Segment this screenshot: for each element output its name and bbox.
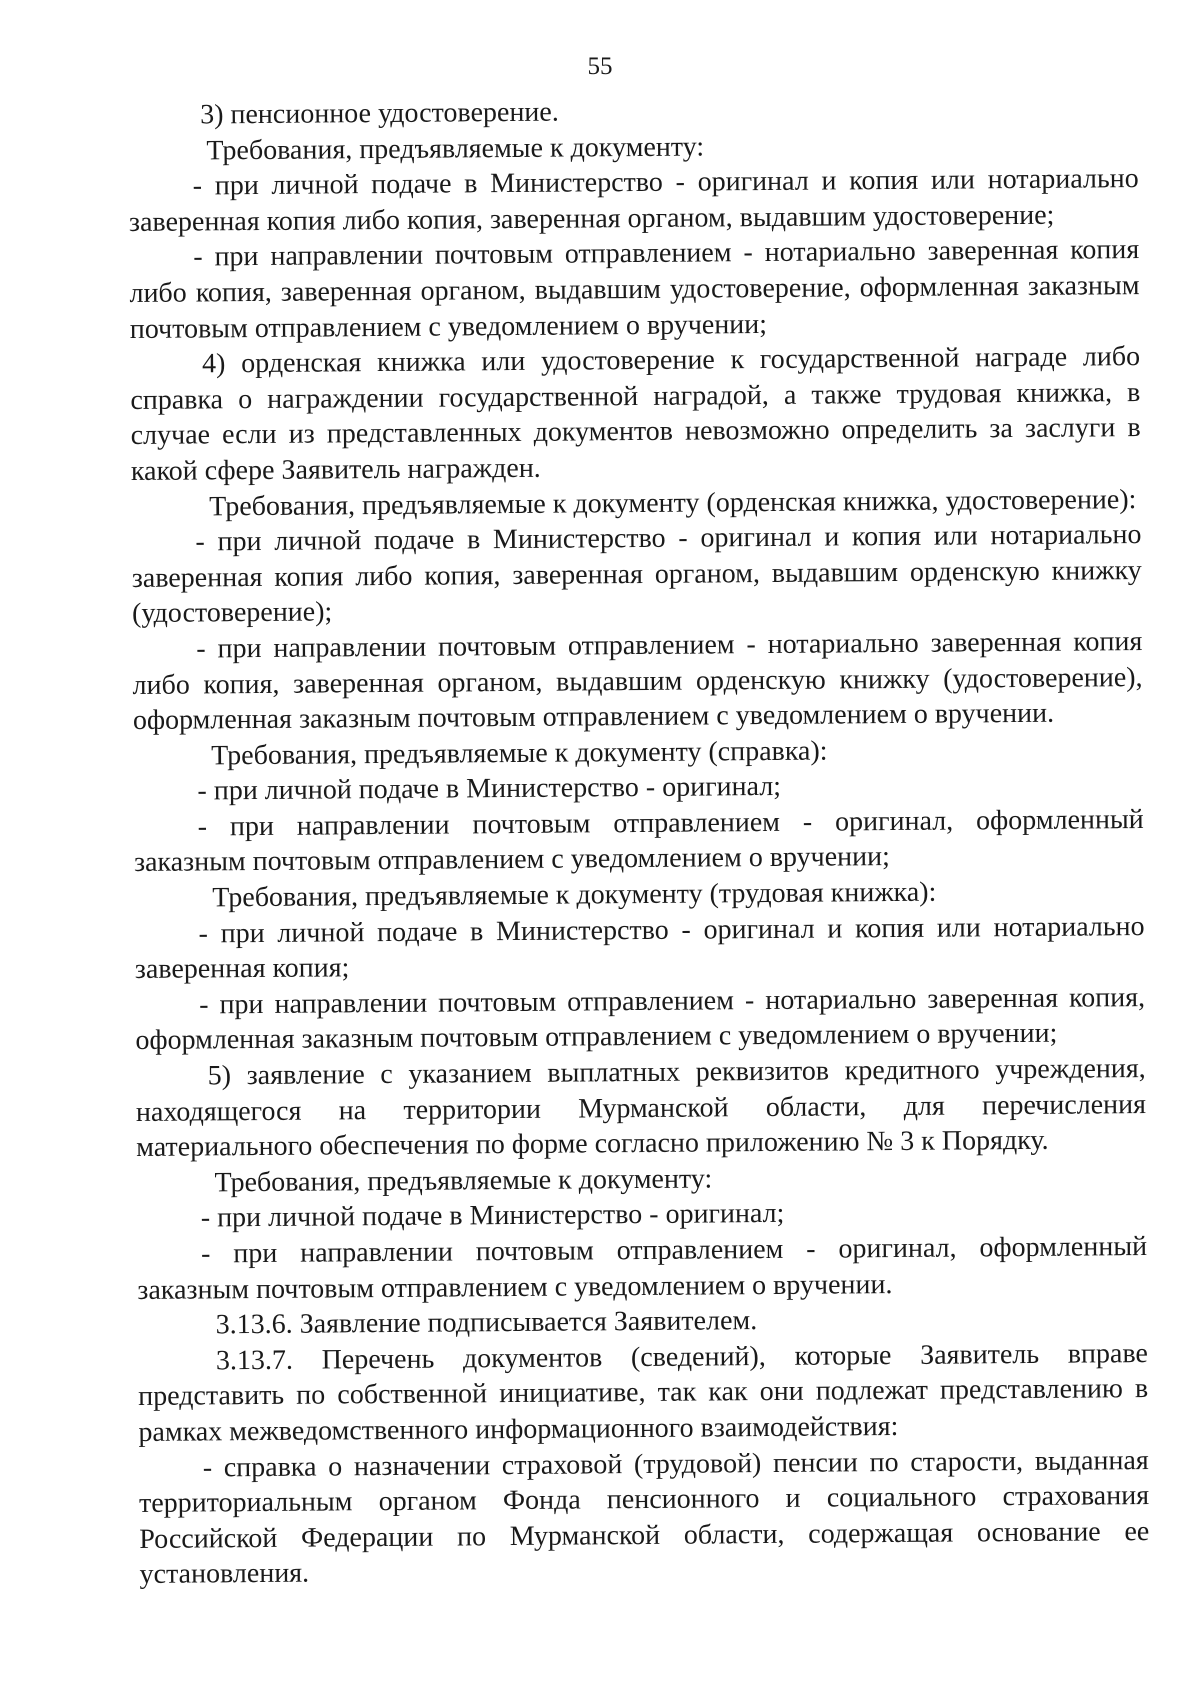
requirements-heading: Требования, предъявляемые к документу:	[206, 131, 705, 166]
requirement-in-person: - при личной подаче в Министерство - оригинал;	[200, 1198, 785, 1234]
requirement-in-person: - при личной подаче в Министерство - оригинал и копия или нотариально заверенная копия либо копия, заверенная органом, выдавшим удостоверение;	[128, 163, 1139, 238]
requirement-by-mail: - при направлении почтовым отправлением - нотариально заверенная копия, оформленная заказным почтовым отправлением с уведомлением о вручении;	[135, 981, 1146, 1057]
requirement-in-person: - при личной подаче в Министерство - оригинал и копия или нотариально заверенная копия либо копия, заверенная органом, выдавшим орденскую книжку (удостоверение);	[131, 519, 1142, 630]
requirement-by-mail: - при направлении почтовым отправлением - оригинал, оформленный заказным почтовым отправлением с уведомлением о вручении;	[133, 803, 1144, 879]
list-item-pension-reference: - справка о назначении страховой (трудовой) пенсии по старости, выданная территориальным органом Фонда пенсионного и социального страхования Российской Федерации по Мурманской области, содержащая основание ее установления.	[138, 1444, 1150, 1591]
list-item-pension-certificate: 3) пенсионное удостоверение.	[200, 96, 559, 131]
document-body	[128, 90, 1150, 1593]
requirement-by-mail: - при направлении почтовым отправлением - оригинал, оформленный заказным почтовым отправлением с уведомлением о вручении.	[137, 1231, 1148, 1306]
requirements-heading: Требования, предъявляемые к документу (трудовая книжка):	[212, 876, 937, 914]
requirement-by-mail: - при направлении почтовым отправлением - нотариально заверенная копия либо копия, заверенная органом, выдавшим удостоверение, оформленная заказным почтовым отправлением с уведомлением о вручении;	[129, 234, 1140, 345]
clause-3-13-6: 3.13.6. Заявление подписывается Заявителем.	[215, 1305, 758, 1341]
page-number: 55	[587, 53, 613, 80]
requirement-in-person: - при личной подаче в Министерство - оригинал;	[197, 771, 782, 807]
requirement-in-person: - при личной подаче в Министерство - оригинал и копия или нотариально заверенная копия;	[134, 910, 1145, 986]
list-item-order-book: 4) орденская книжка или удостоверение к государственной награде либо справка о награждении государственной наградой, а также трудовая книжка, в случае если из представленных документов невозможно определить за заслуги в какой сфере Заявитель награжден.	[130, 341, 1141, 487]
requirements-heading: Требования, предъявляемые к документу:	[214, 1163, 713, 1199]
requirement-by-mail: - при направлении почтовым отправлением - нотариально заверенная копия либо копия, заверенная органом, выдавшим орденскую книжку (удостоверение), оформленная заказным почтовым отправлением с уведомлением о вручении.	[132, 625, 1143, 737]
list-item-application: 5) заявление с указанием выплатных реквизитов кредитного учреждения, находящегося на территории Мурманской области, для перечисления материального обеспечения по форме согласно приложению № 3 к Порядку.	[135, 1053, 1147, 1164]
clause-3-13-7: 3.13.7. Перечень документов (сведений), которые Заявитель вправе представить по собственной инициативе, так как они подлежат представлению в рамках межведомственного информационного взаимодействия:	[138, 1337, 1149, 1448]
requirements-heading: Требования, предъявляемые к документу (орденская книжка, удостоверение):	[209, 483, 1137, 522]
requirements-heading: Требования, предъявляемые к документу (справка):	[211, 735, 828, 772]
